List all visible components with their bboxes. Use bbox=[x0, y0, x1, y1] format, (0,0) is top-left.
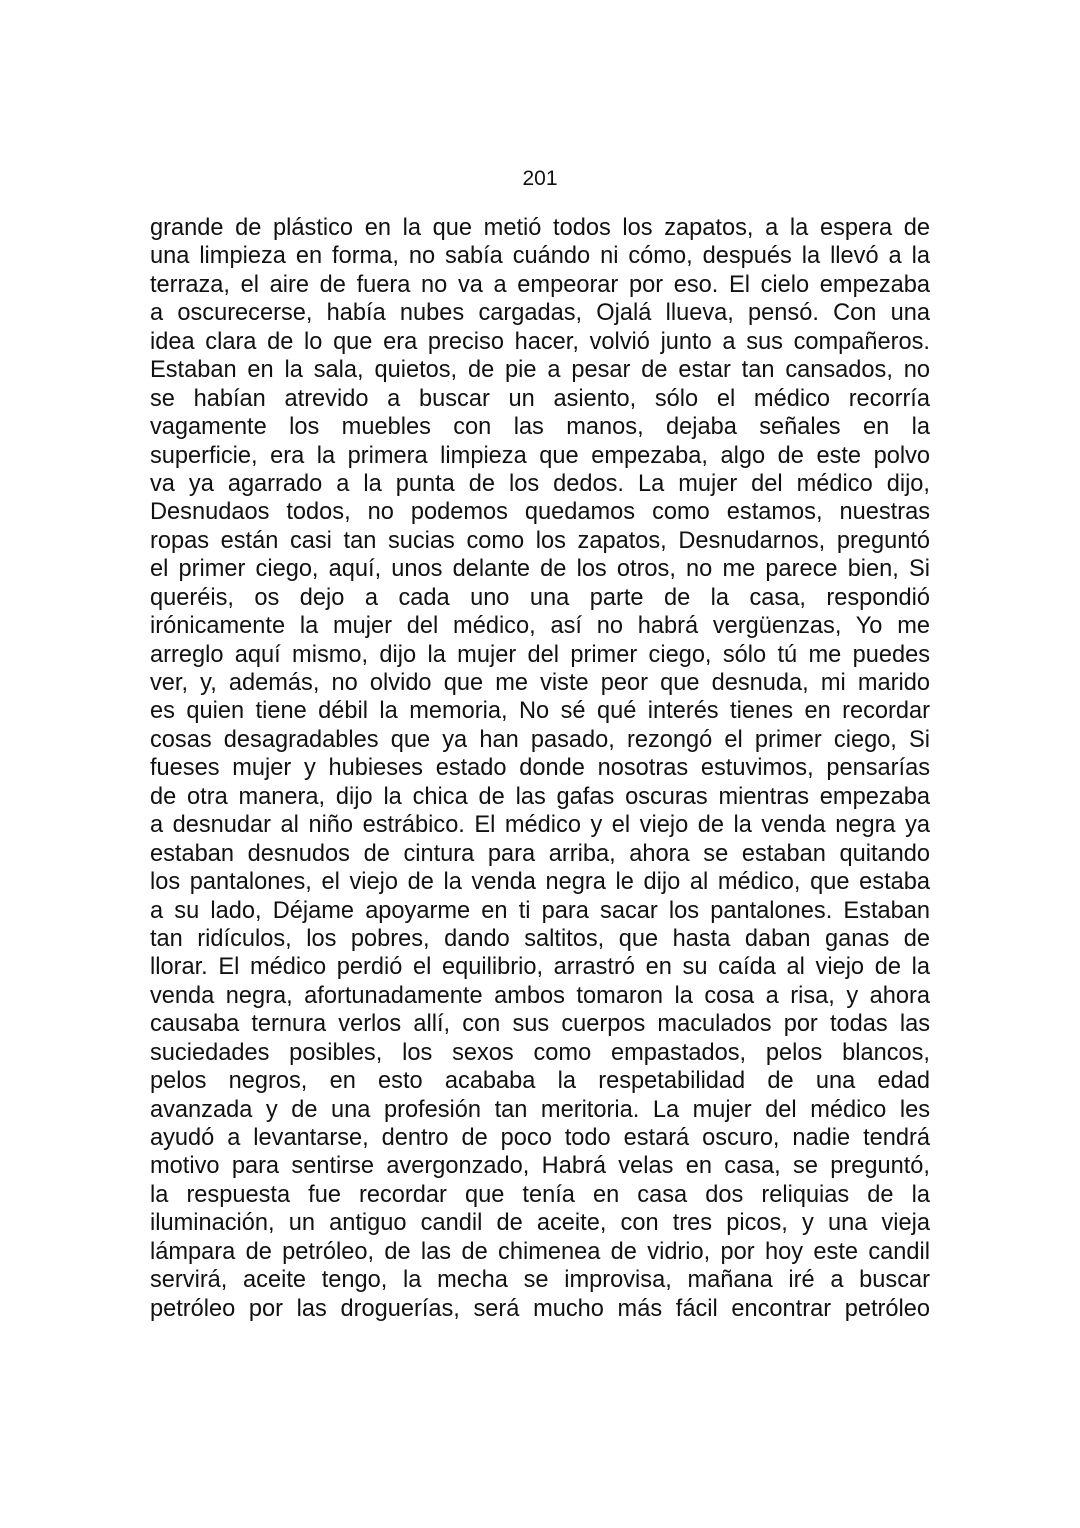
text-line: Estaban en la sala, quietos, de pie a pesar de estar tan cansados, no bbox=[150, 357, 930, 384]
text-line: Desnudaos todos, no podemos quedamos como estamos, nuestras bbox=[150, 499, 930, 526]
text-line: a desnudar al niño estrábico. El médico y el viejo de la venda negra ya bbox=[150, 812, 930, 839]
text-line: llorar. El médico perdió el equilibrio, arrastró en su caída al viejo de la bbox=[150, 954, 930, 981]
text-line: la respuesta fue recordar que tenía en casa dos reliquias de la bbox=[150, 1181, 930, 1208]
text-line: cosas desagradables que ya han pasado, rezongó el primer ciego, Si bbox=[150, 726, 930, 753]
text-line: terraza, el aire de fuera no va a empeorar por eso. El cielo empezaba bbox=[150, 271, 930, 298]
text-line: iluminación, un antiguo candil de aceite, con tres picos, y una vieja bbox=[150, 1210, 930, 1237]
body-paragraph bbox=[150, 214, 930, 1323]
text-line: grande de plástico en la que metió todos los zapatos, a la espera de bbox=[150, 215, 930, 241]
text-line: va ya agarrado a la punta de los dedos. La mujer del médico dijo, bbox=[150, 470, 930, 497]
text-line: estaban desnudos de cintura para arriba, ahora se estaban quitando bbox=[150, 840, 930, 867]
text-line: una limpieza en forma, no sabía cuándo ni cómo, después la llevó a la bbox=[150, 243, 930, 270]
text-line: idea clara de lo que era preciso hacer, volvió junto a sus compañeros. bbox=[150, 328, 930, 355]
text-line: ayudó a levantarse, dentro de poco todo estará oscuro, nadie tendrá bbox=[150, 1125, 930, 1151]
text-line: a oscurecerse, había nubes cargadas, Ojalá llueva, pensó. Con una bbox=[150, 300, 930, 327]
text-line: el primer ciego, aquí, unos delante de los otros, no me parece bien, Si bbox=[150, 556, 930, 583]
text-line: motivo para sentirse avergonzado, Habrá velas en casa, se preguntó, bbox=[150, 1153, 930, 1180]
text-line: fueses mujer y hubieses estado donde nosotras estuvimos, pensarías bbox=[150, 755, 930, 782]
text-line: de otra manera, dijo la chica de las gafas oscuras mientras empezaba bbox=[150, 783, 930, 810]
text-line: pelos negros, en esto acababa la respetabilidad de una edad bbox=[150, 1068, 930, 1095]
text-line: a su lado, Déjame apoyarme en ti para sacar los pantalones. Estaban bbox=[150, 897, 930, 924]
text-line: avanzada y de una profesión tan meritoria. La mujer del médico les bbox=[150, 1096, 930, 1123]
text-line: arreglo aquí mismo, dijo la mujer del primer ciego, sólo tú me puedes bbox=[150, 641, 930, 668]
text-line: ropas están casi tan sucias como los zapatos, Desnudarnos, preguntó bbox=[150, 527, 930, 554]
text-line: suciedades posibles, los sexos como empastados, pelos blancos, bbox=[150, 1039, 930, 1066]
text-line: superficie, era la primera limpieza que empezaba, algo de este polvo bbox=[150, 442, 930, 469]
text-line: queréis, os dejo a cada uno una parte de la casa, respondió bbox=[150, 584, 930, 611]
text-line: vagamente los muebles con las manos, dejaba señales en la bbox=[150, 414, 930, 441]
text-line: petróleo por las droguerías, será mucho más fácil encontrar petróleo bbox=[150, 1295, 930, 1322]
text-line: irónicamente la mujer del médico, así no habrá vergüenzas, Yo me bbox=[150, 613, 930, 640]
text-line: lámpara de petróleo, de las de chimenea de vidrio, por hoy este candil bbox=[150, 1238, 930, 1265]
text-line: causaba ternura verlos allí, con sus cuerpos maculados por todas las bbox=[150, 1011, 930, 1038]
text-line: los pantalones, el viejo de la venda negra le dijo al médico, que estaba bbox=[150, 869, 930, 896]
page-number: 201 bbox=[522, 167, 558, 190]
text-line: venda negra, afortunadamente ambos tomaron la cosa a risa, y ahora bbox=[150, 982, 930, 1009]
text-line: servirá, aceite tengo, la mecha se improvisa, mañana iré a buscar bbox=[150, 1267, 930, 1294]
text-line: se habían atrevido a buscar un asiento, sólo el médico recorría bbox=[150, 385, 930, 412]
text-line: ver, y, además, no olvido que me viste peor que desnuda, mi marido bbox=[150, 670, 930, 696]
text-line: es quien tiene débil la memoria, No sé qué interés tienes en recordar bbox=[150, 698, 930, 725]
text-line: tan ridículos, los pobres, dando saltitos, que hasta daban ganas de bbox=[150, 925, 930, 952]
